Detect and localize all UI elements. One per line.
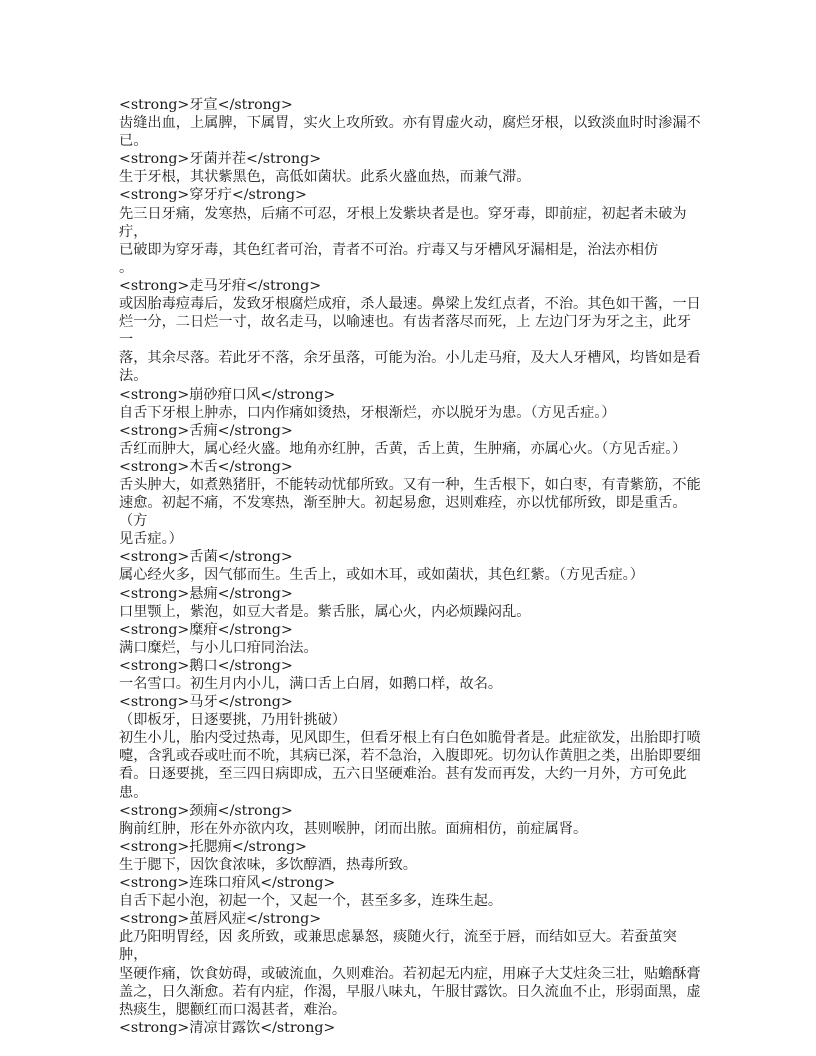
section-heading-ya-xuan: <strong>牙宣</strong> — [119, 97, 293, 113]
paragraph-line: 看。日逐要挑，至三四日病即成，五六日坚硬难治。甚有发而再发，大约一月外，方可免此患。 — [119, 766, 687, 801]
section-heading-ya-jun: <strong>牙菌并茬</strong> — [119, 151, 322, 168]
paragraph-line: 属心经火多，因气郁而生。生舌上，或如木耳，或如菌状，其色红紫。（方见舌症。） — [119, 567, 644, 584]
paragraph-line: 落，其余尽落。若此牙不落，余牙虽落，可能为治。小儿走马疳，及大人牙槽风，均皆如是看 — [119, 350, 701, 367]
paragraph-line: 坚硬作痛，饮食妨碍，或破流血，久则难治。若初起无内症，用麻子大艾炷灸三壮，贴蟾酥膏 — [119, 965, 701, 982]
paragraph-line: 速愈。初起不痛，不发寒热，渐至肿大。初起易愈，迟则难痊，亦以忧郁所致，即是重舌。（方 — [119, 495, 687, 530]
document-body — [119, 96, 705, 1037]
section-heading-zou-ma-ya-gan: <strong>走马牙疳</strong> — [119, 277, 322, 294]
section-heading-tuo-sai-yong: <strong>托腮痈</strong> — [119, 838, 307, 855]
paragraph-line: 已。 — [119, 133, 148, 150]
section-heading-jing-yong: <strong>颈痈</strong> — [119, 802, 293, 819]
paragraph-line: 见舌症。） — [119, 531, 183, 548]
paragraph-line: 生于牙根，其状紫黑色，高低如菌状。此系火盛血热，而兼气滞。 — [119, 169, 531, 186]
section-heading-xuan-yong: <strong>悬痈</strong> — [119, 585, 293, 602]
section-heading-she-yong: <strong>舌痈</strong> — [119, 422, 293, 439]
paragraph-line: 盖之，日久渐愈。若有内症，作渴，早服八味丸，午服甘露饮。日久流血不止，形弱面黑，虚 — [119, 983, 701, 1000]
paragraph-line: 满口糜烂，与小儿口疳同治法。 — [119, 639, 318, 656]
paragraph-line: 已破即为穿牙毒，其色红者可治，青者不可治。疔毒又与牙槽风牙漏相是，治法亦相仿 — [119, 241, 659, 258]
section-heading-qing-liang: <strong>清凉甘露饮</strong> — [119, 1019, 336, 1036]
section-heading-she-jun: <strong>舌菌</strong> — [119, 549, 293, 566]
paragraph-line: 舌红而肿大，属心经火盛。地角亦红肿，舌黄，舌上黄，生肿痛，亦属心火。（方见舌症。） — [119, 440, 687, 457]
paragraph-line: 生于腮下，因饮食浓味，多饮醇酒，热毒所致。 — [119, 856, 417, 873]
paragraph-line: 胸前红肿，形在外亦欲内攻，甚则喉肿，闭而出脓。面痈相仿，前症属肾。 — [119, 820, 588, 837]
paragraph-line: 热痰生，腮颧红而口渴甚者，难治。 — [119, 1001, 347, 1018]
paragraph-line: 嚏，含乳或吞或吐而不吮，其病已深，若不急治，入腹即死。切勿认作黄胆之类，出胎即要细 — [119, 748, 701, 765]
paragraph-line: 一名雪口。初生月内小儿，满口舌上白屑，如鹅口样，故名。 — [119, 676, 503, 692]
paragraph-line: 此乃阳明胃经，因 炙所致，或兼思虑暴怒，痰随火行，流至于唇，而结如豆大。若蚕茧突肿， — [119, 929, 677, 964]
paragraph-line: 自舌下牙根上肿赤，口内作痛如烫热，牙根渐烂，亦以脱牙为患。（方见舌症。） — [119, 404, 616, 421]
section-heading-beng-sha: <strong>崩砂疳口风</strong> — [119, 386, 336, 403]
section-heading-chuan-ya-ding: <strong>穿牙疔</strong> — [119, 187, 307, 204]
section-heading-jian-chun: <strong>茧唇风症</strong> — [119, 911, 322, 928]
paragraph-line: （即板牙，日逐要挑，乃用针挑破） — [119, 712, 347, 729]
paragraph-line: 法。 — [119, 368, 148, 385]
section-heading-lian-zhu: <strong>连珠口疳风</strong> — [119, 875, 336, 892]
section-heading-mu-she: <strong>木舌</strong> — [119, 458, 293, 475]
section-heading-ma-ya: <strong>马牙</strong> — [119, 694, 293, 711]
section-heading-e-kou: <strong>鹅口</strong> — [119, 657, 293, 674]
paragraph-line: 初生小儿，胎内受过热毒，见风即生，但看牙根上有白色如脆骨者是。此症欲发，出胎即打喷 — [119, 730, 701, 747]
paragraph-line: 舌头肿大，如煮熟猪肝，不能转动忧郁所致。又有一种，生舌根下，如白枣，有青紫筋，不能 — [119, 476, 701, 493]
paragraph-line: 先三日牙痛，发寒热，后痛不可忍，牙根上发紫块者是也。穿牙毒，即前症，初起者未破为疔， — [119, 205, 687, 240]
paragraph-line: 。 — [119, 259, 134, 276]
paragraph-line: 口里颚上，紫泡，如豆大者是。紫舌胀，属心火，内必烦躁闷乱。 — [119, 603, 531, 620]
paragraph-line: 或因胎毒痘毒后，发致牙根腐烂成疳，杀人最速。鼻梁上发红点者，不治。其色如干酱，一日 — [119, 296, 701, 313]
paragraph-line: 齿缝出血，上属脾，下属胃，实火上攻所致。亦有胃虚火动，腐烂牙根，以致淡血时时渗漏不 — [119, 115, 701, 132]
paragraph-line: 自舌下起小泡，初起一个，又起一个，甚至多多，连珠生起。 — [119, 893, 503, 910]
paragraph-line: 烂一分，二日烂一寸，故名走马，以喻速也。有齿者落尽而死，上 左边门牙为牙之主，此牙一 — [119, 314, 692, 349]
section-heading-mi-gan: <strong>糜疳</strong> — [119, 621, 293, 638]
